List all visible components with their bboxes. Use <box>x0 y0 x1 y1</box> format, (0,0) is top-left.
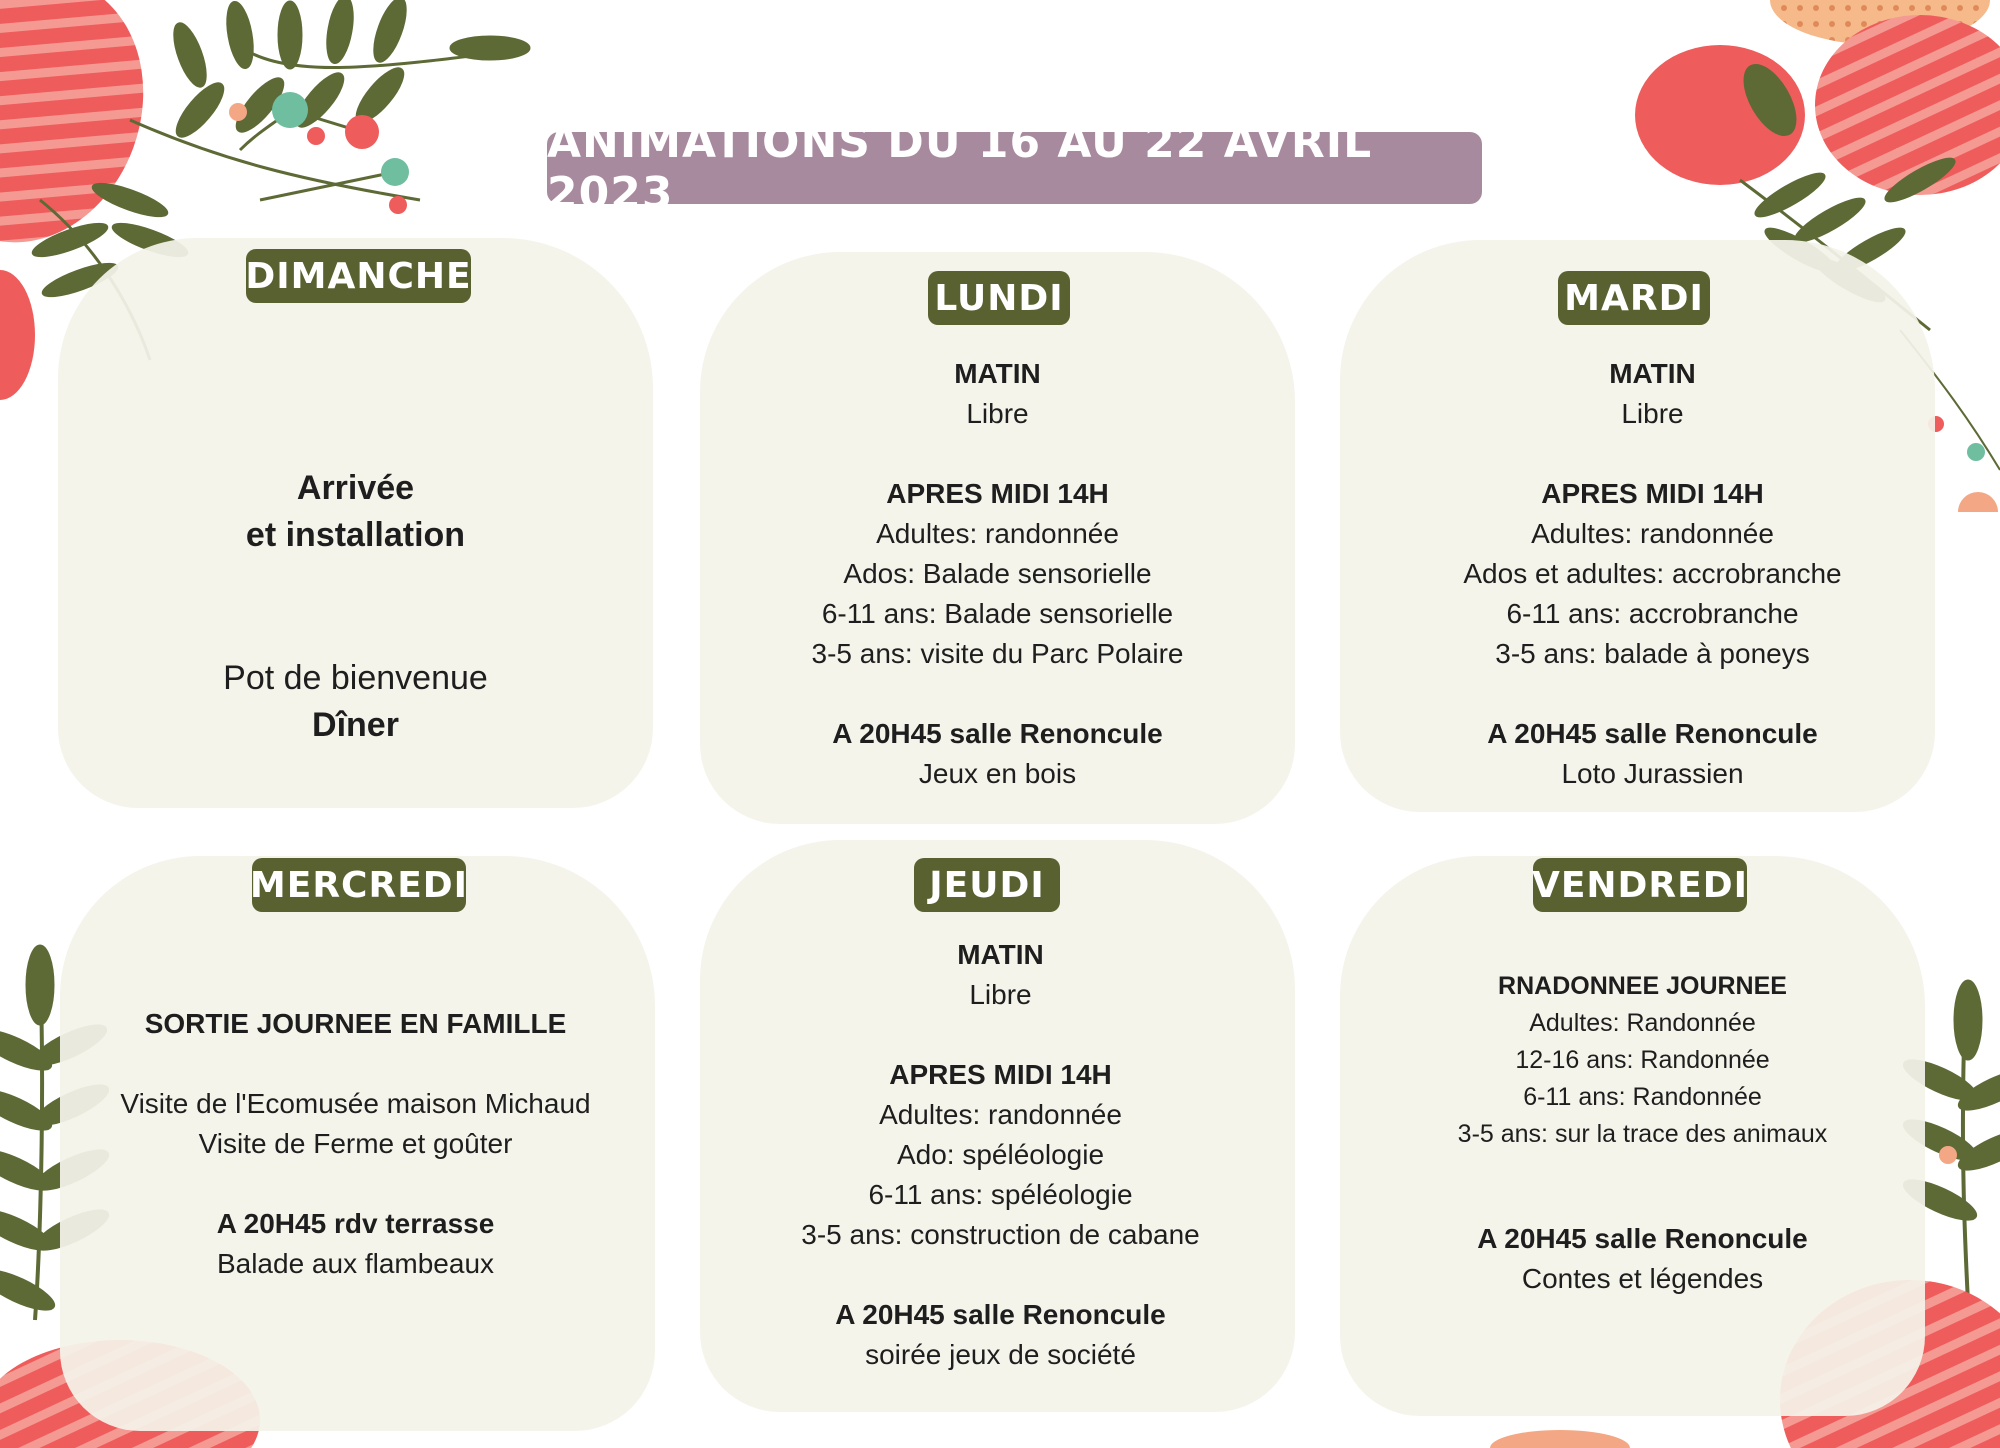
evening-text: Balade aux flambeaux <box>216 1248 495 1279</box>
evening-text: Loto Jurassien <box>1561 758 1744 789</box>
day-label-jeudi: JEUDI <box>914 858 1060 912</box>
afternoon-item: 6-11 ans: accrobranche <box>1506 598 1799 629</box>
hike-day-title: RNADONNEE JOURNEE <box>1498 972 1787 1000</box>
day-label-mardi: MARDI <box>1558 271 1710 325</box>
evening-title: A 20H45 salle Renoncule <box>835 1299 1166 1330</box>
afternoon-title: APRES MIDI 14H <box>889 1059 1112 1090</box>
afternoon-item: 3-5 ans: visite du Parc Polaire <box>811 638 1184 669</box>
outing-item: Visite de l'Ecomusée maison Michaud <box>120 1088 591 1119</box>
peach-flower-icon <box>1490 1430 1630 1448</box>
afternoon-item: Adultes: randonnée <box>876 518 1119 549</box>
afternoon-title: APRES MIDI 14H <box>886 478 1109 509</box>
afternoon-item: Adultes: randonnée <box>879 1099 1122 1130</box>
vendredi-content <box>1345 968 1940 1299</box>
morning-text: Libre <box>1621 398 1684 429</box>
dinner-text: Dîner <box>312 706 399 744</box>
evening-text: Contes et légendes <box>1521 1263 1764 1294</box>
day-label-lundi: LUNDI <box>928 271 1070 325</box>
installation-text: et installation <box>245 516 466 554</box>
red-flower-icon <box>0 270 35 400</box>
day-label-dimanche: DIMANCHE <box>246 249 471 303</box>
afternoon-title: APRES MIDI 14H <box>1541 478 1764 509</box>
morning-text: Libre <box>969 979 1032 1010</box>
hike-day-item: 6-11 ans: Randonnée <box>1523 1083 1762 1111</box>
hike-day-item: 3-5 ans: sur la trace des animaux <box>1457 1120 1828 1148</box>
afternoon-item: Adultes: randonnée <box>1531 518 1774 549</box>
outing-title: SORTIE JOURNEE EN FAMILLE <box>144 1008 567 1039</box>
afternoon-item: Ados: Balade sensorielle <box>843 558 1152 589</box>
red-flower-icon <box>1635 45 1807 185</box>
day-label-vendredi: VENDREDI <box>1533 858 1747 912</box>
day-label-mercredi: MERCREDI <box>252 858 466 912</box>
afternoon-item: 6-11 ans: spéléologie <box>868 1179 1133 1210</box>
morning-title: MATIN <box>954 358 1041 389</box>
afternoon-item: Ados et adultes: accrobranche <box>1463 558 1842 589</box>
hike-day-item: Adultes: Randonnée <box>1529 1009 1756 1037</box>
evening-title: A 20H45 rdv terrasse <box>216 1208 495 1239</box>
afternoon-item: 6-11 ans: Balade sensorielle <box>821 598 1174 629</box>
jeudi-content <box>703 935 1298 1375</box>
morning-title: MATIN <box>957 939 1044 970</box>
mercredi-content <box>58 1004 653 1284</box>
evening-text: soirée jeux de société <box>865 1339 1136 1370</box>
lundi-content <box>700 354 1295 794</box>
morning-text: Libre <box>966 398 1029 429</box>
afternoon-item: Ado: spéléologie <box>896 1139 1105 1170</box>
outing-item: Visite de Ferme et goûter <box>198 1128 513 1159</box>
arrival-text: Arrivée <box>296 469 415 507</box>
dimanche-content <box>58 465 653 749</box>
mardi-content <box>1355 354 1950 794</box>
afternoon-item: 3-5 ans: balade à poneys <box>1495 638 1810 669</box>
evening-title: A 20H45 salle Renoncule <box>1487 718 1818 749</box>
evening-title: A 20H45 salle Renoncule <box>1477 1223 1808 1254</box>
evening-title: A 20H45 salle Renoncule <box>832 718 1163 749</box>
afternoon-item: 3-5 ans: construction de cabane <box>801 1219 1200 1250</box>
hike-day-item: 12-16 ans: Randonnée <box>1515 1046 1770 1074</box>
welcome-drink-text: Pot de bienvenue <box>223 659 488 697</box>
evening-text: Jeux en bois <box>918 758 1077 789</box>
morning-title: MATIN <box>1609 358 1696 389</box>
page-title: ANIMATIONS DU 16 AU 22 AVRIL 2023 <box>547 132 1482 204</box>
berry-icon <box>1939 1146 1957 1164</box>
